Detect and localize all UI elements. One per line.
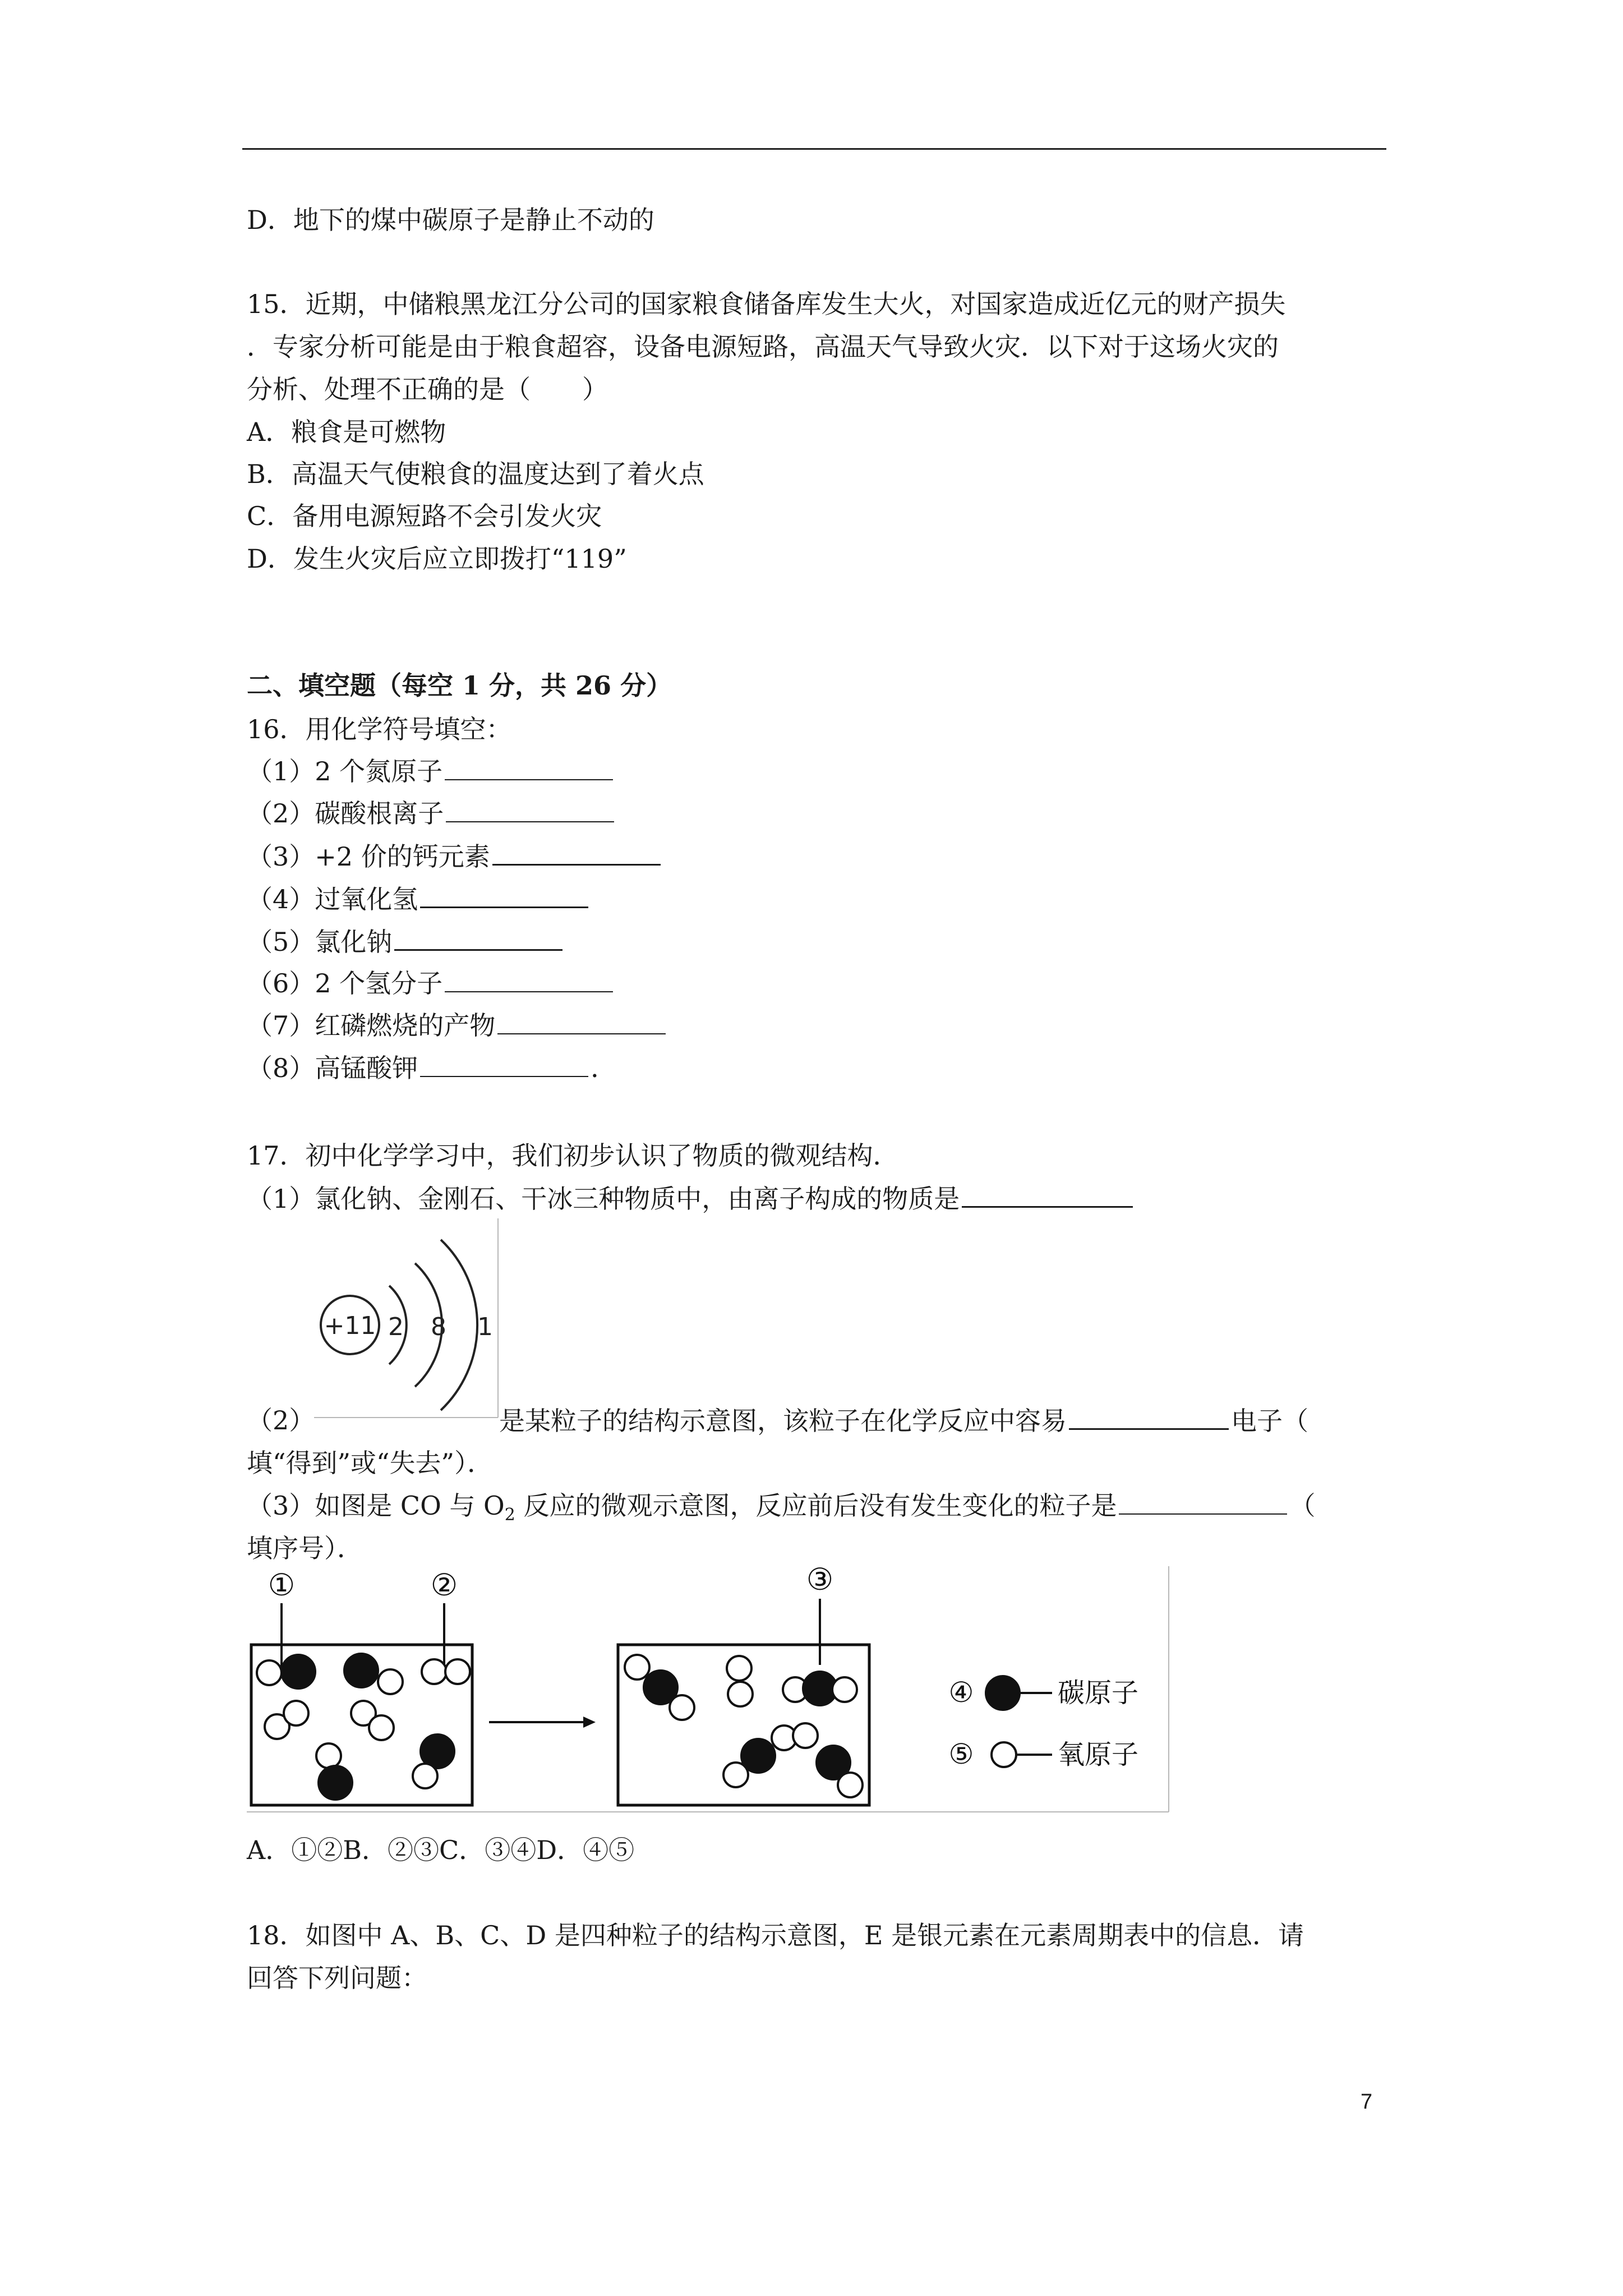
carbon-atom xyxy=(282,1655,315,1688)
q16-item-1: （1）2 个氮原子 xyxy=(247,754,615,788)
nucleus-charge: +11 xyxy=(324,1312,376,1340)
carbon-atom xyxy=(344,1654,378,1687)
q15-stem-line2: ．专家分析可能是由于粮食超容，设备电源短路，高温天气导致火灾．以下对于这场火灾的 xyxy=(247,332,1279,362)
q17-part2: 是某粒子的结构示意图，该粒子在化学反应中容易 电子（ xyxy=(499,1404,1308,1438)
q15-stem-line3: 分析、处理不正确的是（ ） xyxy=(247,374,608,404)
q16-stem: 16．用化学符号填空： xyxy=(247,714,512,744)
q15-stem-line1: 15．近期，中储粮黑龙江分公司的国家粮食储备库发生大火，对国家造成近亿元的财产损失 xyxy=(247,289,1286,319)
q17-part3: （3）如图是 CO 与 $O_2$ 反应的微观示意图，反应前后没有发生变化的粒子是 （ xyxy=(247,1489,1315,1522)
carbon-atom xyxy=(319,1766,352,1800)
oxygen-atom xyxy=(378,1669,403,1694)
q17-part2-prefix: （2） xyxy=(247,1405,315,1435)
q15-option-c: C．备用电源短路不会引发火灾 xyxy=(247,501,602,531)
shell-1-count: 2 xyxy=(388,1313,404,1341)
legend-oxygen-label: 氧原子 xyxy=(1058,1739,1139,1770)
legend-carbon-atom xyxy=(986,1676,1020,1710)
answer-blank[interactable] xyxy=(1119,1489,1287,1515)
q16-item-4: （4）过氧化氢 xyxy=(247,882,591,916)
oxygen-atom xyxy=(727,1656,751,1681)
oxygen-atom xyxy=(445,1659,470,1684)
q17-part1: （1）氯化钠、金刚石、干冰三种物质中，由离子构成的物质是 xyxy=(247,1181,1135,1216)
answer-blank[interactable] xyxy=(420,1051,588,1077)
reaction-diagram xyxy=(247,1566,1170,1814)
atom-structure-diagram xyxy=(314,1218,500,1420)
answer-blank[interactable] xyxy=(420,882,588,908)
label-4: ④ xyxy=(948,1676,974,1709)
answer-blank[interactable] xyxy=(492,839,661,866)
oxygen-atom xyxy=(793,1723,818,1748)
section-title: 二、填空题（每空 1 分，共 26 分） xyxy=(247,670,672,701)
q16-item-8: （8）高锰酸钾 ． xyxy=(247,1051,616,1085)
answer-blank[interactable] xyxy=(962,1181,1133,1208)
label-2: ② xyxy=(430,1567,458,1603)
q16-item-5: （5）氯化钠 xyxy=(247,924,565,959)
answer-blank[interactable] xyxy=(497,1009,666,1034)
oxygen-atom xyxy=(728,1682,753,1706)
answer-blank[interactable] xyxy=(445,967,613,992)
header-rule xyxy=(242,148,1386,150)
oxygen-atom xyxy=(316,1743,341,1768)
q15-option-d: D．发生火灾后应立即拨打“119” xyxy=(247,544,627,574)
label-5: ⑤ xyxy=(948,1738,974,1770)
q15-option-a: A．粮食是可燃物 xyxy=(247,417,446,447)
oxygen-atom xyxy=(422,1659,446,1684)
q16-item-3: （3）+2 价的钙元素 xyxy=(247,839,663,873)
answer-blank[interactable] xyxy=(446,797,614,822)
label-1: ① xyxy=(268,1567,296,1603)
legend-oxygen-atom xyxy=(992,1742,1016,1767)
q18-line1: 18．如图中 A、B、C、D 是四种粒子的结构示意图，E 是银元素在元素周期表中的信息．请 xyxy=(247,1920,1304,1950)
q16-item-2: （2）碳酸根离子 xyxy=(247,797,616,830)
q16-item-7: （7）红磷燃烧的产物 xyxy=(247,1009,668,1042)
answer-blank[interactable] xyxy=(445,754,613,780)
legend-carbon-label: 碳原子 xyxy=(1058,1677,1139,1709)
q14-option-d: D．地下的煤中碳原子是静止不动的 xyxy=(247,205,654,235)
q17-stem: 17．初中化学学习中，我们初步认识了物质的微观结构． xyxy=(247,1140,899,1171)
q15-option-b: B．高温天气使粮食的温度达到了着火点 xyxy=(247,459,704,489)
q17-part3-line2: 填序号）． xyxy=(247,1533,363,1563)
oxygen-atom xyxy=(670,1695,694,1720)
oxygen-atom xyxy=(723,1763,748,1787)
q17-part2-line2: 填“得到”或“失去”）． xyxy=(247,1448,494,1478)
oxygen-atom xyxy=(257,1660,282,1685)
oxygen-atom xyxy=(413,1764,437,1788)
label-3: ③ xyxy=(806,1566,834,1597)
oxygen-atom xyxy=(838,1773,863,1797)
q16-item-6: （6）2 个氢分子 xyxy=(247,967,615,1000)
shell-3-count: 1 xyxy=(477,1313,493,1341)
page-number: 7 xyxy=(1361,2090,1373,2114)
q18-line2: 回答下列问题： xyxy=(247,1963,427,1993)
oxygen-atom xyxy=(625,1655,649,1680)
q17-choices: A．①②B．②③C．③④D．④⑤ xyxy=(247,1835,635,1865)
oxygen-atom xyxy=(284,1701,308,1726)
shell-2-count: 8 xyxy=(431,1313,446,1341)
answer-blank[interactable] xyxy=(394,924,562,951)
oxygen-atom xyxy=(832,1677,857,1702)
oxygen-atom xyxy=(369,1715,394,1740)
answer-blank[interactable] xyxy=(1069,1404,1229,1430)
